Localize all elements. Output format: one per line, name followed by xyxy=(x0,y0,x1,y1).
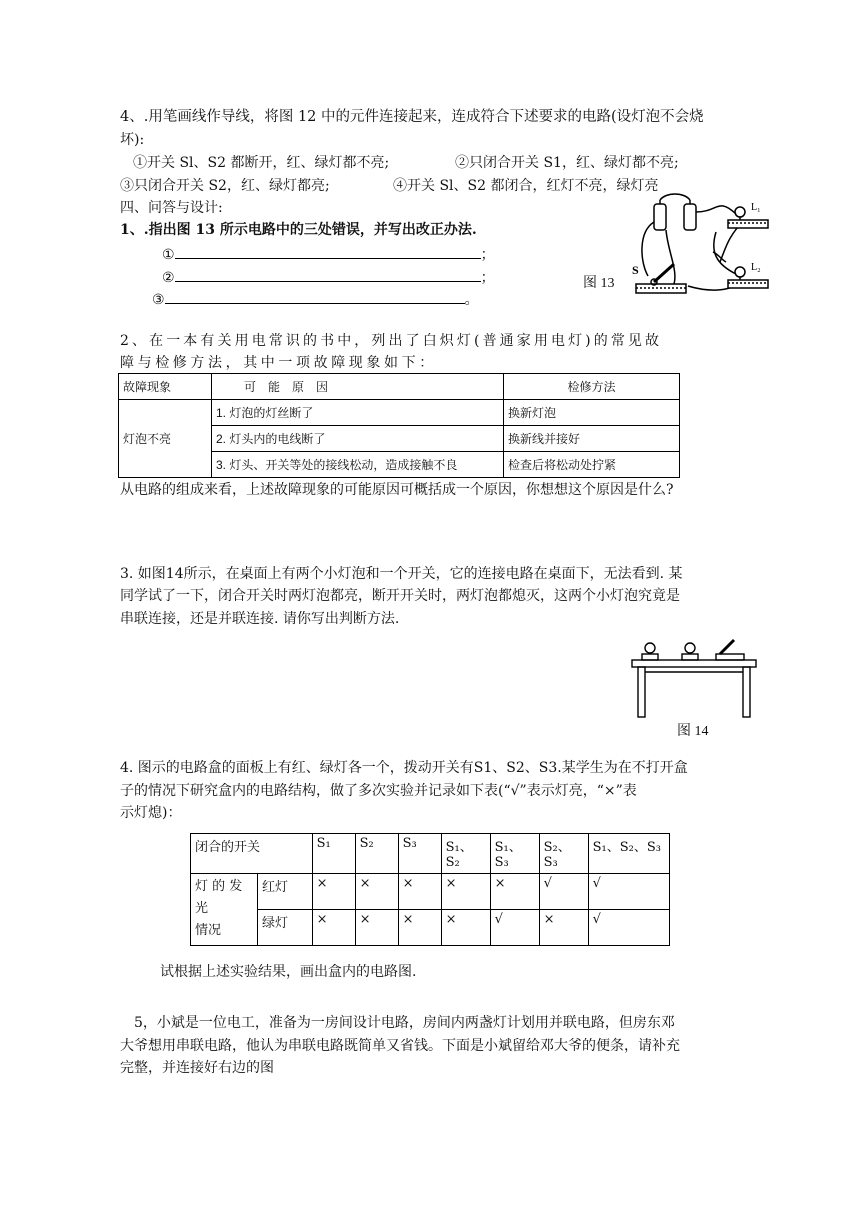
fix-cell: 换新灯泡 xyxy=(504,400,680,426)
green-cell: × xyxy=(441,910,490,946)
section-heading: 四、问答与设计: xyxy=(120,200,223,216)
fig14-caption: 图 14 xyxy=(677,724,709,739)
green-cell: √ xyxy=(490,910,539,946)
fault-table-header xyxy=(119,374,680,400)
red-cell: × xyxy=(398,874,441,910)
qa4-line2: 子的情况下研究盒内的电路结构，做了多次实验并记录如下表(“√”表示灯亮，“×”表 xyxy=(120,783,637,799)
red-cell: √ xyxy=(588,874,669,910)
table-row xyxy=(191,874,670,910)
col-s1: S₁ xyxy=(312,834,355,874)
qa4-instruction: 试根据上述实验结果，画出盒内的电路图. xyxy=(160,964,417,980)
red-cell: × xyxy=(355,874,398,910)
qa4-line3: 示灯熄)： xyxy=(120,805,182,821)
switch-icon xyxy=(720,640,734,654)
lamp-1-icon xyxy=(645,643,655,653)
table-row xyxy=(191,910,670,946)
lamp-l2-icon xyxy=(735,267,745,277)
q4-cond3: ③只闭合开关 S2，红、绿灯都亮; xyxy=(120,178,330,194)
qa1-answer-1[interactable]: ① ； xyxy=(162,244,495,265)
qa5-line3: 完整，并连接好右边的图 xyxy=(120,1060,274,1076)
cause-cell: 3. 灯头、开关等处的接线松动，造成接触不良 xyxy=(212,452,504,478)
red-light-label: 红灯 xyxy=(258,874,313,910)
fix-cell: 换新线并接好 xyxy=(504,426,680,452)
qa3-line2: 同学试了一下，闭合开关时两灯泡都亮，断开开关时，两灯泡都熄灭，这两个小灯泡究竟是 xyxy=(120,588,680,604)
qa1-answer-3[interactable]: ③ 。 xyxy=(152,289,479,310)
battery-1-icon xyxy=(654,204,666,230)
green-cell: × xyxy=(539,910,588,946)
q4-cond1: ①开关 Sl、S2 都断开，红、绿灯都不亮; xyxy=(133,155,390,171)
lamp-2-icon xyxy=(685,643,695,653)
table-row xyxy=(191,834,670,874)
green-light-label: 绿灯 xyxy=(258,910,313,946)
green-cell: × xyxy=(312,910,355,946)
qa2-prompt-line1: 2、在一本有关用电常识的书中，列出了白炽灯(普通家用电灯)的常见故 xyxy=(120,333,663,349)
green-cell: × xyxy=(355,910,398,946)
q4-cond2: ②只闭合开关 S1，红、绿灯都不亮; xyxy=(455,155,679,171)
switch-s-icon xyxy=(654,264,674,282)
qa1-answer-2[interactable]: ② ； xyxy=(162,267,495,288)
qa5-line2: 大爷想用串联电路，他认为串联电路既简单又省钱。下面是小斌留给邓大爷的便条，请补充 xyxy=(120,1038,680,1054)
lamp-l1-icon xyxy=(735,207,745,217)
qa5-line1: 5，小斌是一位电工，准备为一房间设计电路，房间内两盏灯计划用并联电路，但房东邓 xyxy=(134,1015,675,1031)
red-cell: √ xyxy=(539,874,588,910)
l1-label: L₁ xyxy=(751,202,761,213)
header-phenomenon: 故障现象 xyxy=(119,374,212,400)
header-fix: 检修方法 xyxy=(504,374,680,400)
green-cell: √ xyxy=(588,910,669,946)
s-label: S xyxy=(632,263,639,277)
table-leg-left xyxy=(638,667,645,717)
qa4-line1: 4. 图示的电路盒的面板上有红、绿灯各一个，拨动开关有S1、S2、S3.某学生为在不打开盒 xyxy=(120,760,688,776)
qa2-prompt-line2: 障与检修方法，其中一项故障现象如下： xyxy=(120,355,437,371)
q4-line1: 4、.用笔画线作导线，将图 12 中的元件连接起来，连成符合下述要求的电路(设灯泡不会烧 xyxy=(120,109,704,125)
l2-label: L₂ xyxy=(751,262,761,273)
cause-cell: 1. 灯泡的灯丝断了 xyxy=(212,400,504,426)
phenomenon-cell: 灯泡不亮 xyxy=(119,400,212,478)
q4-cond4: ④开关 Sl、S2 都闭合，红灯不亮，绿灯亮 xyxy=(393,178,659,194)
fix-cell: 检查后将松动处拧紧 xyxy=(504,452,680,478)
col-s1-s2: S₁、S₂ xyxy=(441,834,490,874)
header-switches: 闭合的开关 xyxy=(191,834,313,874)
qa3-line3: 串联连接，还是并联连接. 请你写出判断方法. xyxy=(120,611,400,627)
table-leg-right xyxy=(743,667,750,717)
qa1-prompt: 1、.指出图 13 所示电路中的三处错误，并写出改正办法. xyxy=(120,222,477,238)
experiment-table xyxy=(190,833,670,946)
qa2-followup: 从电路的组成来看，上述故障现象的可能原因可概括成一个原因，你想想这个原因是什么? xyxy=(120,482,674,498)
red-cell: × xyxy=(441,874,490,910)
col-s3: S₃ xyxy=(398,834,441,874)
tabletop xyxy=(632,660,756,667)
battery-2-icon xyxy=(684,204,696,230)
fig13-caption: 图 13 xyxy=(583,276,615,291)
cause-cell: 2. 灯头内的电线断了 xyxy=(212,426,504,452)
col-s2: S₂ xyxy=(355,834,398,874)
red-cell: × xyxy=(312,874,355,910)
fault-table xyxy=(118,373,680,478)
green-cell: × xyxy=(398,910,441,946)
col-s1-s3: S₁、S₃ xyxy=(490,834,539,874)
col-s1-s2-s3: S₁、S₂、S₃ xyxy=(588,834,669,874)
qa3-line1: 3. 如图14所示，在桌面上有两个小灯泡和一个开关，它的连接电路在桌面下，无法看到. 某 xyxy=(120,566,683,582)
col-s2-s3: S₂、S₃ xyxy=(539,834,588,874)
fig13-circuit-diagram xyxy=(618,192,773,304)
table-row xyxy=(119,400,680,426)
row-label-light: 灯 的 发 光 情况 xyxy=(191,874,258,946)
red-cell: × xyxy=(490,874,539,910)
fig14-table-diagram xyxy=(630,636,758,720)
header-cause: 可 能 原 因 xyxy=(212,374,504,400)
q4-line2: 坏): xyxy=(120,132,145,148)
